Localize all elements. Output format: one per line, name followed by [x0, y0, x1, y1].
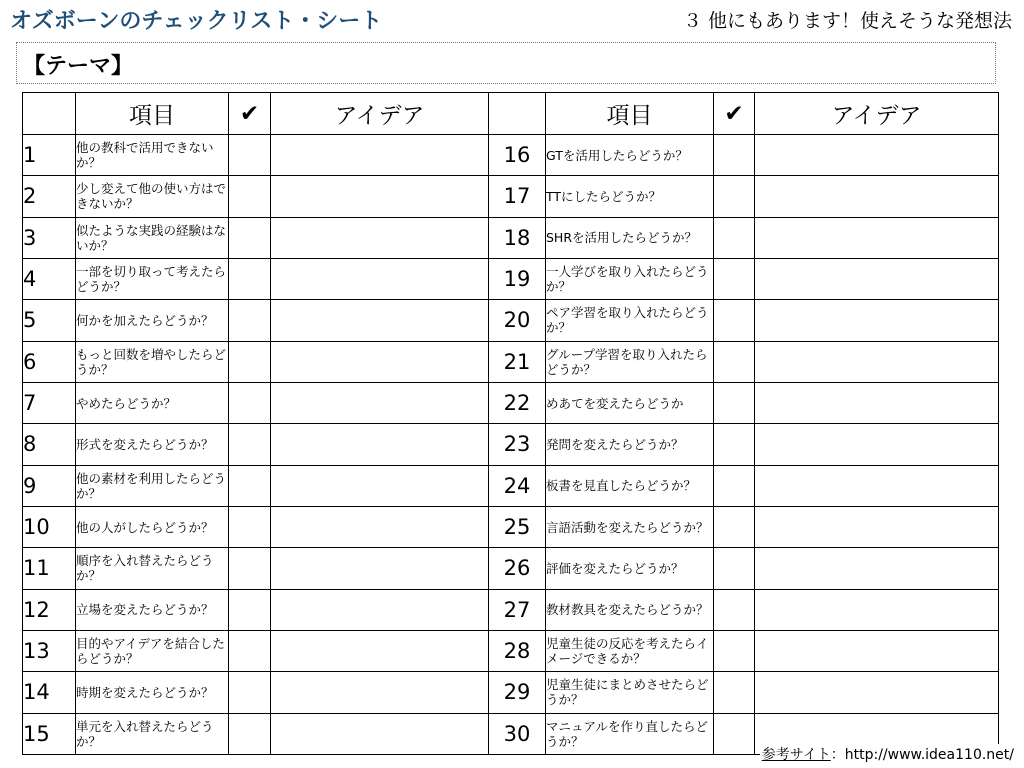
idea-cell[interactable] — [755, 548, 999, 589]
row-number: 5 — [23, 300, 76, 341]
checklist-item: 少し変えて他の使い方はできないか？ — [76, 176, 229, 217]
idea-cell[interactable] — [271, 382, 489, 423]
row-number: 18 — [489, 217, 546, 258]
row-number: 30 — [489, 713, 546, 754]
table-row — [23, 548, 999, 589]
idea-cell[interactable] — [755, 135, 999, 176]
check-cell[interactable] — [229, 382, 271, 423]
checklist-item: 他の素材を利用したらどうか？ — [76, 465, 229, 506]
idea-cell[interactable] — [755, 217, 999, 258]
check-cell[interactable] — [229, 672, 271, 713]
row-number: 10 — [23, 506, 76, 547]
checklist-item: 評価を変えたらどうか？ — [546, 548, 714, 589]
check-cell[interactable] — [229, 341, 271, 382]
idea-cell[interactable] — [271, 424, 489, 465]
table-body — [23, 135, 999, 755]
table-row — [23, 217, 999, 258]
check-cell[interactable] — [229, 465, 271, 506]
check-cell[interactable] — [229, 424, 271, 465]
row-number: 26 — [489, 548, 546, 589]
check-cell[interactable] — [229, 506, 271, 547]
row-number: 9 — [23, 465, 76, 506]
idea-cell[interactable] — [271, 548, 489, 589]
checklist-item: もっと回数を増やしたらどうか？ — [76, 341, 229, 382]
idea-cell[interactable] — [755, 424, 999, 465]
idea-cell[interactable] — [271, 135, 489, 176]
reference-footer — [760, 744, 1016, 764]
checklist-item: 目的やアイデアを結合したらどうか？ — [76, 630, 229, 671]
idea-cell[interactable] — [755, 176, 999, 217]
check-cell[interactable] — [714, 424, 755, 465]
header-num-right — [489, 93, 546, 135]
idea-cell[interactable] — [271, 341, 489, 382]
check-cell[interactable] — [229, 548, 271, 589]
row-number: 21 — [489, 341, 546, 382]
check-cell[interactable] — [714, 382, 755, 423]
checklist-item: 言語活動を変えたらどうか？ — [546, 506, 714, 547]
table-row — [23, 630, 999, 671]
row-number: 24 — [489, 465, 546, 506]
row-number: 25 — [489, 506, 546, 547]
row-number: 22 — [489, 382, 546, 423]
checklist-item: 他の人がしたらどうか？ — [76, 506, 229, 547]
check-cell[interactable] — [229, 135, 271, 176]
row-number: 1 — [23, 135, 76, 176]
idea-cell[interactable] — [755, 506, 999, 547]
idea-cell[interactable] — [271, 176, 489, 217]
checklist-item: 形式を変えたらどうか？ — [76, 424, 229, 465]
checklist-item: 児童生徒にまとめさせたらどうか？ — [546, 672, 714, 713]
idea-cell[interactable] — [271, 630, 489, 671]
row-number: 17 — [489, 176, 546, 217]
theme-box[interactable] — [16, 42, 996, 84]
checklist-item: 単元を入れ替えたらどうか？ — [76, 713, 229, 754]
check-cell[interactable] — [714, 672, 755, 713]
check-cell[interactable] — [229, 217, 271, 258]
idea-cell[interactable] — [755, 630, 999, 671]
header-check-right: ✔ — [714, 93, 755, 135]
check-cell[interactable] — [714, 630, 755, 671]
theme-label: 【テーマ】 — [23, 54, 134, 79]
idea-cell[interactable] — [271, 258, 489, 299]
check-cell[interactable] — [714, 300, 755, 341]
reference-label: 参考サイト — [761, 747, 831, 763]
row-number: 6 — [23, 341, 76, 382]
row-number: 16 — [489, 135, 546, 176]
reference-separator: ： — [830, 747, 845, 763]
table-row — [23, 258, 999, 299]
checklist-item: SHRを活用したらどうか？ — [546, 217, 714, 258]
idea-cell[interactable] — [271, 217, 489, 258]
idea-cell[interactable] — [271, 589, 489, 630]
row-number: 12 — [23, 589, 76, 630]
check-cell[interactable] — [714, 176, 755, 217]
row-number: 8 — [23, 424, 76, 465]
check-cell[interactable] — [229, 589, 271, 630]
check-cell[interactable] — [714, 506, 755, 547]
check-cell[interactable] — [229, 300, 271, 341]
checklist-item: 発問を変えたらどうか？ — [546, 424, 714, 465]
table-row — [23, 506, 999, 547]
row-number: 29 — [489, 672, 546, 713]
checklist-item: ペア学習を取り入れたらどうか？ — [546, 300, 714, 341]
idea-cell[interactable] — [271, 506, 489, 547]
row-number: 14 — [23, 672, 76, 713]
checklist-item: GTを活用したらどうか？ — [546, 135, 714, 176]
row-number: 23 — [489, 424, 546, 465]
idea-cell[interactable] — [755, 672, 999, 713]
checklist-item: 順序を入れ替えたらどうか？ — [76, 548, 229, 589]
table-row — [23, 589, 999, 630]
checklist-item: 一部を切り取って考えたらどうか？ — [76, 258, 229, 299]
header-item-left: 項目 — [76, 93, 229, 135]
row-number: 7 — [23, 382, 76, 423]
idea-cell[interactable] — [271, 465, 489, 506]
header-idea-left: アイデア — [271, 93, 489, 135]
row-number: 15 — [23, 713, 76, 754]
table-row — [23, 424, 999, 465]
table-row — [23, 300, 999, 341]
checklist-item: グループ学習を取り入れたらどうか？ — [546, 341, 714, 382]
checklist-item: マニュアルを作り直したらどうか？ — [546, 713, 714, 754]
section-subtitle: ３ 他にもあります！使えそうな発想法 — [682, 10, 1012, 32]
idea-cell[interactable] — [755, 382, 999, 423]
checklist-item: 似たような実践の経験はないか？ — [76, 217, 229, 258]
check-cell[interactable] — [714, 135, 755, 176]
checklist-item: めあてを変えたらどうか — [546, 382, 714, 423]
check-cell[interactable] — [714, 341, 755, 382]
table-row — [23, 135, 999, 176]
check-cell[interactable] — [714, 589, 755, 630]
idea-cell[interactable] — [755, 589, 999, 630]
idea-cell[interactable] — [755, 465, 999, 506]
check-cell[interactable] — [714, 217, 755, 258]
check-cell[interactable] — [714, 713, 755, 754]
table-row — [23, 382, 999, 423]
checklist-table — [22, 92, 999, 755]
header-check-left: ✔ — [229, 93, 271, 135]
table-row — [23, 672, 999, 713]
table-row — [23, 176, 999, 217]
header-idea-right: アイデア — [755, 93, 999, 135]
idea-cell[interactable] — [755, 258, 999, 299]
row-number: 28 — [489, 630, 546, 671]
row-number: 27 — [489, 589, 546, 630]
reference-link[interactable]: http://www.idea110.net/ — [844, 747, 1014, 763]
idea-cell[interactable] — [755, 300, 999, 341]
checklist-item: 一人学びを取り入れたらどうか？ — [546, 258, 714, 299]
table-header-row — [23, 93, 999, 135]
checklist-item: 時期を変えたらどうか？ — [76, 672, 229, 713]
header-num-left — [23, 93, 76, 135]
page-title: オズボーンのチェックリスト・シート — [10, 9, 383, 34]
idea-cell[interactable] — [271, 713, 489, 754]
row-number: 4 — [23, 258, 76, 299]
idea-cell[interactable] — [271, 300, 489, 341]
idea-cell[interactable] — [755, 341, 999, 382]
check-cell[interactable] — [229, 258, 271, 299]
check-cell[interactable] — [229, 630, 271, 671]
check-cell[interactable] — [229, 176, 271, 217]
checklist-item: TTにしたらどうか？ — [546, 176, 714, 217]
row-number: 11 — [23, 548, 76, 589]
table-row — [23, 465, 999, 506]
idea-cell[interactable] — [271, 672, 489, 713]
checklist-item: 他の教科で活用できないか？ — [76, 135, 229, 176]
table-row — [23, 341, 999, 382]
checklist-item: 何かを加えたらどうか？ — [76, 300, 229, 341]
checklist-item: やめたらどうか？ — [76, 382, 229, 423]
check-cell[interactable] — [714, 258, 755, 299]
checklist-item: 立場を変えたらどうか？ — [76, 589, 229, 630]
row-number: 20 — [489, 300, 546, 341]
row-number: 2 — [23, 176, 76, 217]
row-number: 13 — [23, 630, 76, 671]
row-number: 3 — [23, 217, 76, 258]
check-cell[interactable] — [229, 713, 271, 754]
row-number: 19 — [489, 258, 546, 299]
checklist-item: 児童生徒の反応を考えたらイメージできるか？ — [546, 630, 714, 671]
header-item-right: 項目 — [546, 93, 714, 135]
checklist-item: 教材教具を変えたらどうか？ — [546, 589, 714, 630]
checklist-item: 板書を見直したらどうか？ — [546, 465, 714, 506]
check-cell[interactable] — [714, 465, 755, 506]
check-cell[interactable] — [714, 548, 755, 589]
